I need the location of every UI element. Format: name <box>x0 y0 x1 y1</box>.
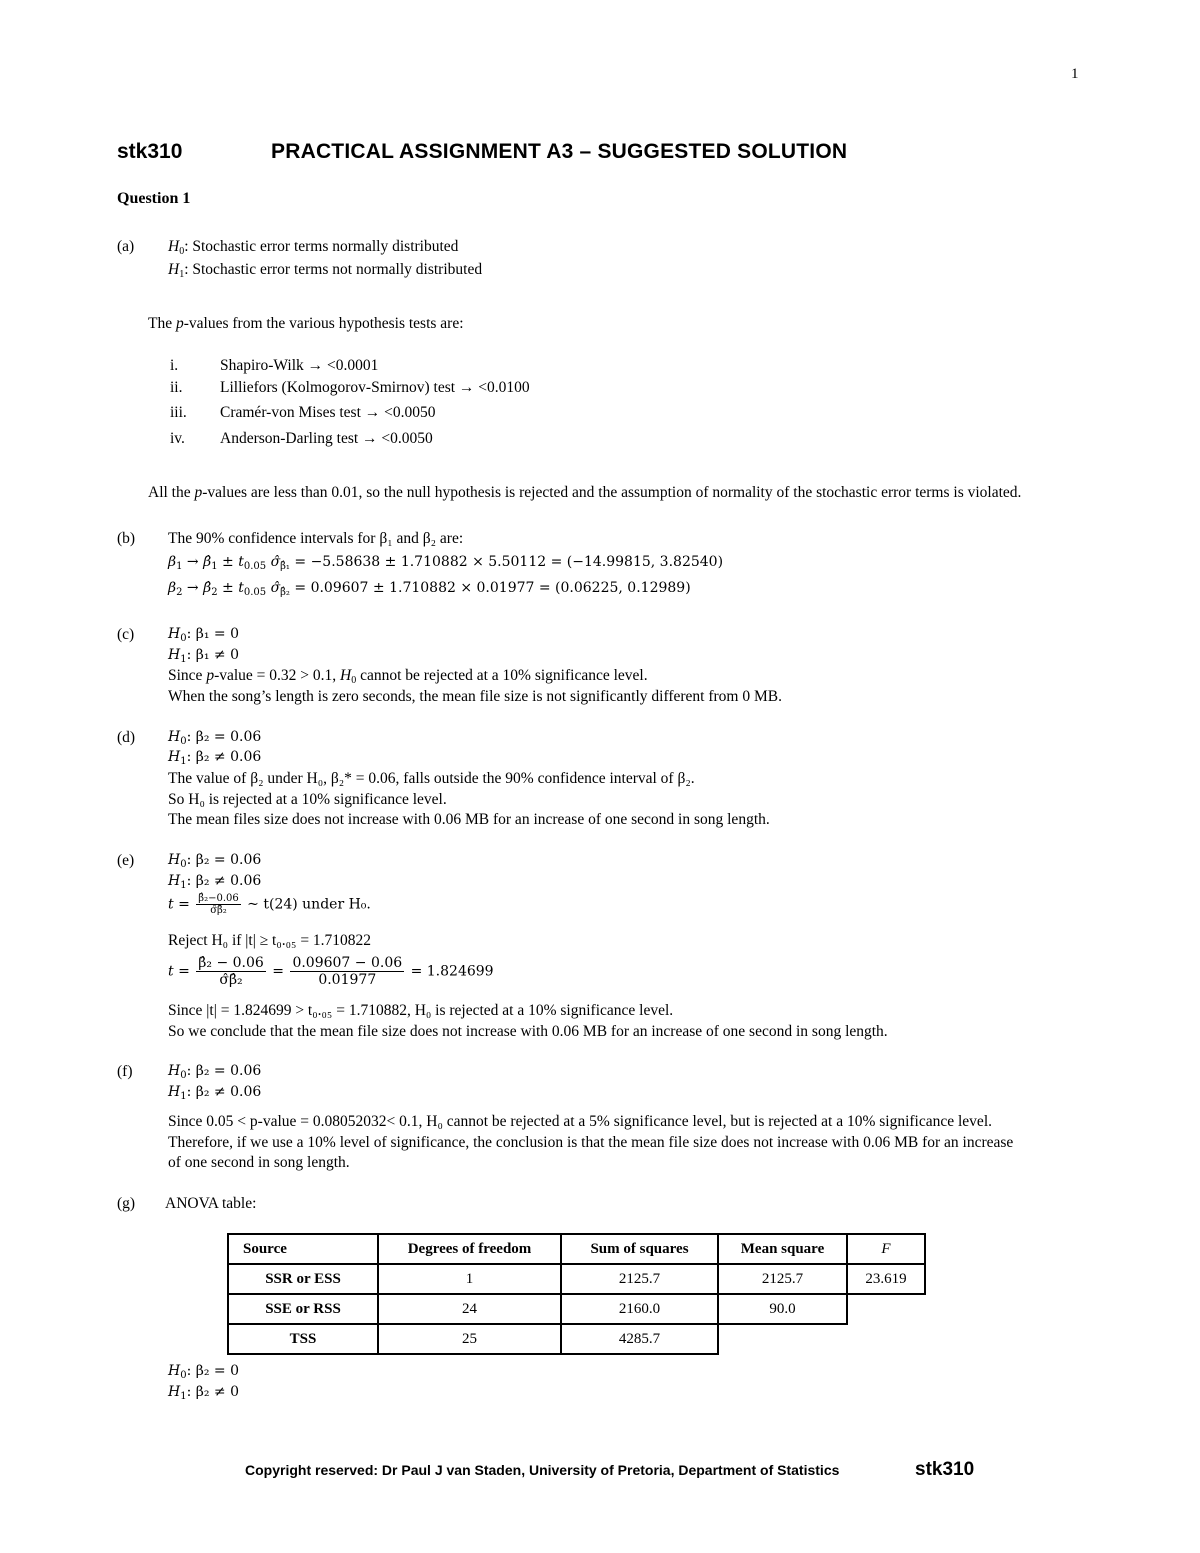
table-cell: TSS <box>228 1324 378 1354</box>
table-cell: 4285.7 <box>561 1324 718 1354</box>
anova-table <box>227 1233 926 1355</box>
test-item-num: iv. <box>170 430 185 447</box>
header-ss: Sum of squares <box>561 1234 718 1264</box>
part-c-h1: $H_1$: β₁ ≠ 0 <box>168 647 240 665</box>
part-d-line1: The value of β₂ under H₀, β₂* = 0.06, falls outside the 90% confidence interval of β₂. <box>168 770 695 787</box>
table-cell: 1 <box>378 1264 561 1294</box>
part-d-h1: $H_1$: β₂ ≠ 0.06 <box>168 749 262 767</box>
table-cell: 90.0 <box>718 1294 847 1324</box>
footer-copyright: Copyright reserved: Dr Paul J van Staden, University of Pretoria, Department of Statistics <box>245 1462 840 1478</box>
part-b-intro: The 90% confidence intervals for β₁ and β₂ are: <box>168 530 464 547</box>
part-b-ci-beta1: $\beta_1$ → $\betâ_1 \pm t_{0.05}$ $\sigmâ_{\betâ_1} = -5.58638 \pm 1.710882 \times 5.50112 = (-14.99815$, 3.82540) <box>168 554 724 572</box>
table-row <box>228 1294 925 1324</box>
part-a-h1: $H_1$: Stochastic error terms not normally distributed <box>168 261 483 280</box>
header-ms: Mean square <box>718 1234 847 1264</box>
table-cell: 24 <box>378 1294 561 1324</box>
table-cell: 2125.7 <box>561 1264 718 1294</box>
part-d-line3: The mean files size does not increase with 0.06 MB for an increase of one second in song length. <box>168 811 770 828</box>
part-e-label: (e) <box>117 852 135 869</box>
test-item-text: Cramér-von Mises test → <0.0050 <box>220 404 436 421</box>
part-c-since: Since p-value = 0.32 > 0.1, $H_0$ cannot be rejected at a 10% significance level. <box>168 667 648 686</box>
table-empty-cell <box>847 1294 925 1324</box>
test-item-num: ii. <box>170 379 183 396</box>
part-d-h0: $H_0$: β₂ = 0.06 <box>168 729 262 747</box>
part-d-label: (d) <box>117 729 136 746</box>
part-d-line2: So H₀ is rejected at a 10% significance level. <box>168 791 447 808</box>
footer-course-code: stk310 <box>915 1459 975 1480</box>
test-item-text: Anderson-Darling test → <0.0050 <box>220 430 433 447</box>
table-cell: 23.619 <box>847 1264 925 1294</box>
part-g-label: (g) <box>117 1195 136 1212</box>
part-c-label: (c) <box>117 626 135 643</box>
part-f-label: (f) <box>117 1063 133 1080</box>
part-e-since: Since |t| = 1.824699 > t₀.₀₅ = 1.710882, H₀ is rejected at a 10% significance level. <box>168 1002 674 1019</box>
part-e-calculation: t = $\frac{\text{β̂₂ − 0.06}}{\text{σ̂β̂₂}}$ = $\frac{0.09607 - 0.06}{0.01977}$ = 1.824699 <box>168 955 494 988</box>
part-a-conclusion: All the p-values are less than 0.01, so the null hypothesis is rejected and the assumption of normality of the stochastic error terms is violated. <box>148 484 1022 501</box>
part-g-intro: ANOVA table: <box>165 1195 257 1212</box>
table-empty-cell <box>718 1324 847 1354</box>
part-c-conclusion: When the song’s length is zero seconds, the mean file size is not significantly different from 0 MB. <box>168 688 782 705</box>
question-heading: Question 1 <box>117 190 191 207</box>
test-item-text: Lilliefors (Kolmogorov-Smirnov) test → <0.0100 <box>220 379 530 396</box>
table-row <box>228 1324 925 1354</box>
header-source: Source <box>228 1234 378 1264</box>
table-cell: 2160.0 <box>561 1294 718 1324</box>
table-row <box>228 1264 925 1294</box>
page-number: 1 <box>1071 66 1079 82</box>
table-cell: 25 <box>378 1324 561 1354</box>
course-code: stk310 <box>117 140 183 163</box>
part-f-h0: $H_0$: β₂ = 0.06 <box>168 1063 262 1081</box>
part-f-line3: of one second in song length. <box>168 1154 350 1171</box>
part-f-line1: Since 0.05 < p-value = 0.08052032< 0.1, H₀ cannot be rejected at a 5% significance level, but is rejected at a 10% significance level. <box>168 1113 992 1130</box>
part-a-h0: $H_0$: Stochastic error terms normally distributed <box>168 238 459 257</box>
part-e-reject-rule: Reject H₀ if |t| ≥ t₀.₀₅ = 1.710822 <box>168 932 372 949</box>
part-e-h0: $H_0$: β₂ = 0.06 <box>168 852 262 870</box>
part-a-label: (a) <box>117 238 135 255</box>
part-f-line2: Therefore, if we use a 10% level of significance, the conclusion is that the mean file size does not increase with 0.06 MB for an increase <box>168 1134 1014 1151</box>
part-g-h1: $H_1$: β₂ ≠ 0 <box>168 1384 240 1402</box>
part-g-h0: $H_0$: β₂ = 0 <box>168 1363 240 1381</box>
header-f: F <box>847 1234 925 1264</box>
part-b-ci-beta2: $\beta_2$ → $\betâ_2 \pm t_{0.05}$ $\sigmâ_{\betâ_2} = 0.09607 \pm 1.710882 \times 0.01977 = (0.06225$, 0.12989) <box>168 580 691 598</box>
test-item-text: Shapiro-Wilk → <0.0001 <box>220 357 379 374</box>
table-cell: SSR or ESS <box>228 1264 378 1294</box>
part-e-conclusion: So we conclude that the mean file size does not increase with 0.06 MB for an increase of one second in song length. <box>168 1023 888 1040</box>
table-cell: 2125.7 <box>718 1264 847 1294</box>
header-df: Degrees of freedom <box>378 1234 561 1264</box>
table-empty-cell <box>847 1324 925 1354</box>
page-title: PRACTICAL ASSIGNMENT A3 – SUGGESTED SOLUTION <box>271 140 848 163</box>
table-cell: SSE or RSS <box>228 1294 378 1324</box>
part-c-h0: $H_0$: β₁ = 0 <box>168 626 240 644</box>
part-f-h1: $H_1$: β₂ ≠ 0.06 <box>168 1084 262 1102</box>
part-b-label: (b) <box>117 530 136 547</box>
part-a-intro: The p-values from the various hypothesis tests are: <box>148 315 464 332</box>
table-header-row <box>228 1234 925 1264</box>
part-e-t-statistic: t = $\frac{\text{β̂₂−0.06}}{\text{σ̂β̂₂}}$ ~ t(24) under H₀. <box>168 893 371 916</box>
part-e-h1: $H_1$: β₂ ≠ 0.06 <box>168 873 262 891</box>
test-item-num: i. <box>170 357 179 374</box>
test-item-num: iii. <box>170 404 187 421</box>
